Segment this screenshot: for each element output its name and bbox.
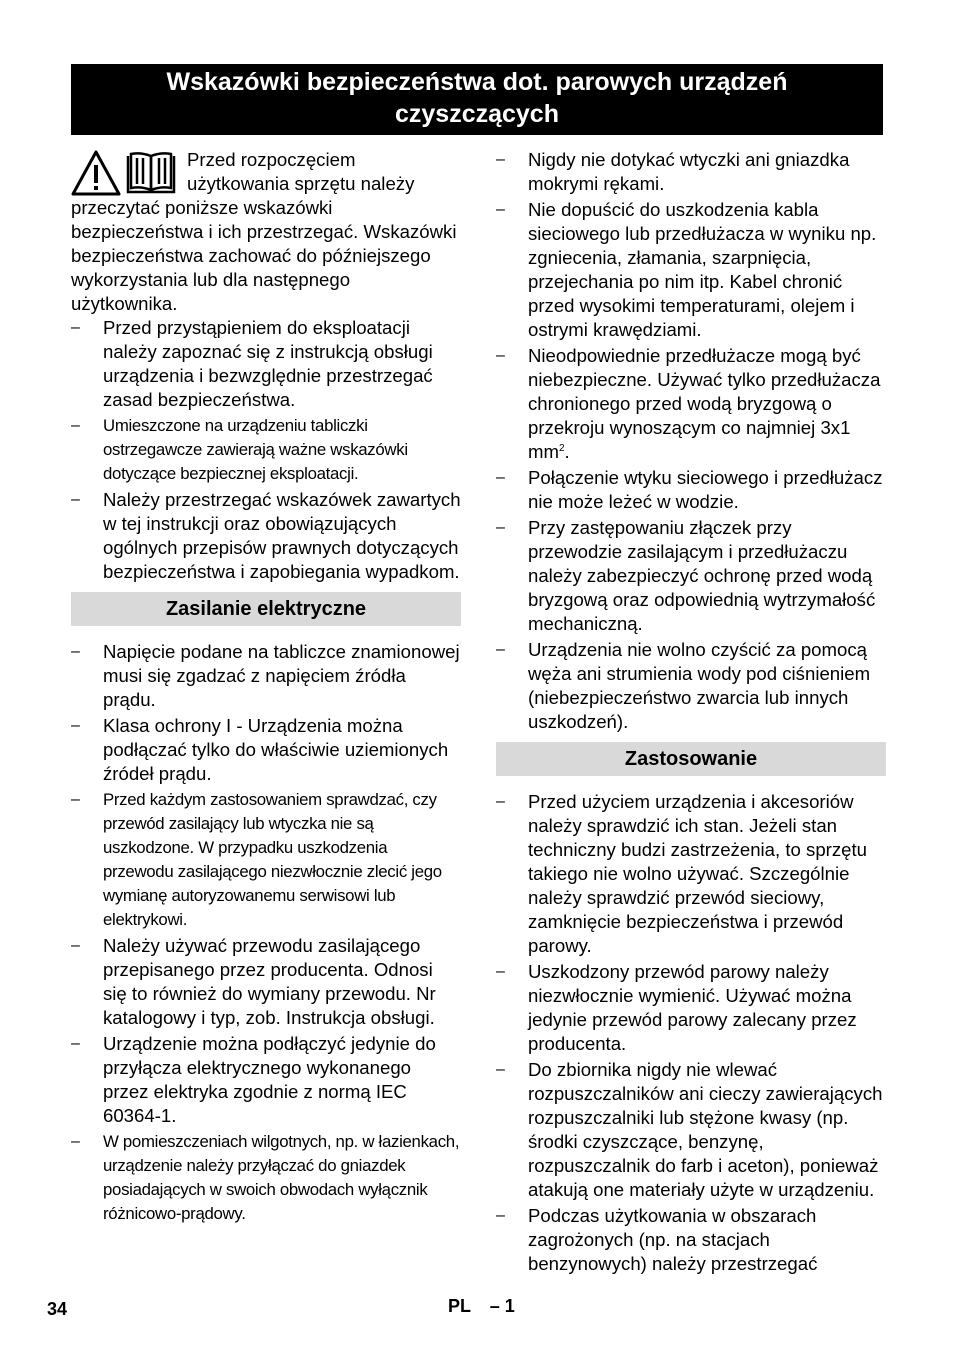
list-item: – Urządzenie można podłączyć jedynie do przyłącza elektrycznego wykonanego przez elektryka zgodnie z normą IEC 60364-1. — [71, 1032, 461, 1128]
power-safety-list-continued — [496, 148, 886, 734]
list-item: – Połączenie wtyku sieciowego i przedłużacz nie może leżeć w wodzie. — [496, 466, 886, 514]
intro-text: Przed rozpoczęciem użytkowania sprzętu należy przeczytać poniższe wskazówki bezpieczeństwa i ich przestrzegać. Wskazówki bezpieczeństwa zachować do późniejszego wykorzystania lub dla następnego użytkownika. — [71, 149, 457, 314]
warning-icons — [71, 150, 179, 196]
list-item: – Klasa ochrony I - Urządzenia można podłączać tylko do właściwie uziemionych źródeł prądu. — [71, 714, 461, 786]
list-item: – Napięcie podane na tabliczce znamionowej musi się zgadzać z napięciem źródła prądu. — [71, 640, 461, 712]
unit-suffix: . — [564, 441, 570, 462]
use-safety-list — [496, 790, 886, 1276]
manual-book-icon — [128, 153, 174, 192]
list-item: – Przy zastępowaniu złączek przy przewodzie zasilającym i przedłużaczu należy zabezpieczyć ochronę przed wodą bryzgową oraz odpowiednią wytrzymałość mechaniczną. — [496, 516, 886, 636]
general-safety-list — [71, 316, 461, 584]
list-item: – Przed każdym zastosowaniem sprawdzać, czy przewód zasilający lub wtyczka nie są uszkodzone. W przypadku uszkodzenia przewodu zasilającego niezwłocznie zlecić jego wymianę autoryzowanemu serwisowi lub elektrykowi. — [71, 788, 461, 932]
language-marker — [448, 1296, 515, 1317]
title-line-1: Wskazówki bezpieczeństwa dot. parowych urządzeń — [166, 68, 788, 96]
list-item: – Należy przestrzegać wskazówek zawartych w tej instrukcji oraz obowiązujących ogólnych przepisów prawnych dotyczących bezpieczeństwa i zapobiegania wypadkom. — [71, 488, 461, 584]
right-column — [496, 148, 886, 1278]
list-item: – Uszkodzony przewód parowy należy niezwłocznie wymienić. Używać można jedynie przewód parowy zalecany przez producenta. — [496, 960, 886, 1056]
section-heading-power: Zasilanie elektryczne — [71, 592, 461, 626]
language-code: PL — [448, 1296, 471, 1316]
list-item — [496, 344, 886, 464]
intro-block — [71, 148, 461, 316]
section-heading-use: Zastosowanie — [496, 742, 886, 776]
list-item-text: Nieodpowiednie przedłużacze mogą być niebezpieczne. Używać tylko przedłużacza chronionego przed wodą bryzgową o przekroju wynoszącym co najmniej 3x1 mm — [528, 345, 881, 462]
left-column — [71, 148, 461, 1228]
title-line-2: czyszczących — [394, 100, 559, 128]
list-item: – Przed przystąpieniem do eksploatacji należy zapoznać się z instrukcją obsługi urządzenia i bezwzględnie przestrzegać zasad bezpieczeństwa. — [71, 316, 461, 412]
page-title — [71, 64, 883, 135]
sub-page-number: 1 — [504, 1296, 515, 1316]
power-safety-list — [71, 640, 461, 1226]
unit-superscript: 2 — [558, 442, 565, 454]
list-item: – Urządzenia nie wolno czyścić za pomocą węża ani strumienia wody pod ciśnieniem (niebezpieczeństwo zwarcia lub innych uszkodzeń). — [496, 638, 886, 734]
warning-triangle-icon — [73, 152, 119, 194]
list-item: – W pomieszczeniach wilgotnych, np. w łazienkach, urządzenie należy przyłączać do gniazdek posiadających w swoich obwodach wyłącznik różnicowo-prądowy. — [71, 1130, 461, 1226]
list-item: – Do zbiornika nigdy nie wlewać rozpuszczalników ani cieczy zawierających rozpuszczalniki lub stężone kwasy (np. środki czyszczące, benzynę, rozpuszczalnik do farb i aceton), ponieważ atakują one materiały użyte w urządzeniu. — [496, 1058, 886, 1202]
page-number: 34 — [47, 1299, 68, 1319]
footer-separator: – — [489, 1296, 500, 1316]
list-item: – Nie dopuścić do uszkodzenia kabla sieciowego lub przedłużacza w wyniku np. zgniecenia, złamania, szarpnięcia, przejechania po nim itp. Kabel chronić przed wysokimi temperaturami, olejem i ostrymi krawędziami. — [496, 198, 886, 342]
list-item: – Nigdy nie dotykać wtyczki ani gniazdka mokrymi rękami. — [496, 148, 886, 196]
list-item: – Umieszczone na urządzeniu tabliczki ostrzegawcze zawierają ważne wskazówki dotyczące bezpiecznej eksploatacji. — [71, 414, 461, 486]
list-item: – Przed użyciem urządzenia i akcesoriów należy sprawdzić ich stan. Jeżeli stan techniczny budzi zastrzeżenia, to sprzętu takiego nie wolno używać. Szczególnie należy sprawdzić przewód sieciowy, zamknięcie bezpieczeństwa i przewód parowy. — [496, 790, 886, 958]
list-item: – Podczas użytkowania w obszarach zagrożonych (np. na stacjach benzynowych) należy przestrzegać — [496, 1204, 886, 1276]
list-item: – Należy używać przewodu zasilającego przepisanego przez producenta. Odnosi się to również do wymiany przewodu. Nr katalogowy i typ, zob. Instrukcja obsługi. — [71, 934, 461, 1030]
